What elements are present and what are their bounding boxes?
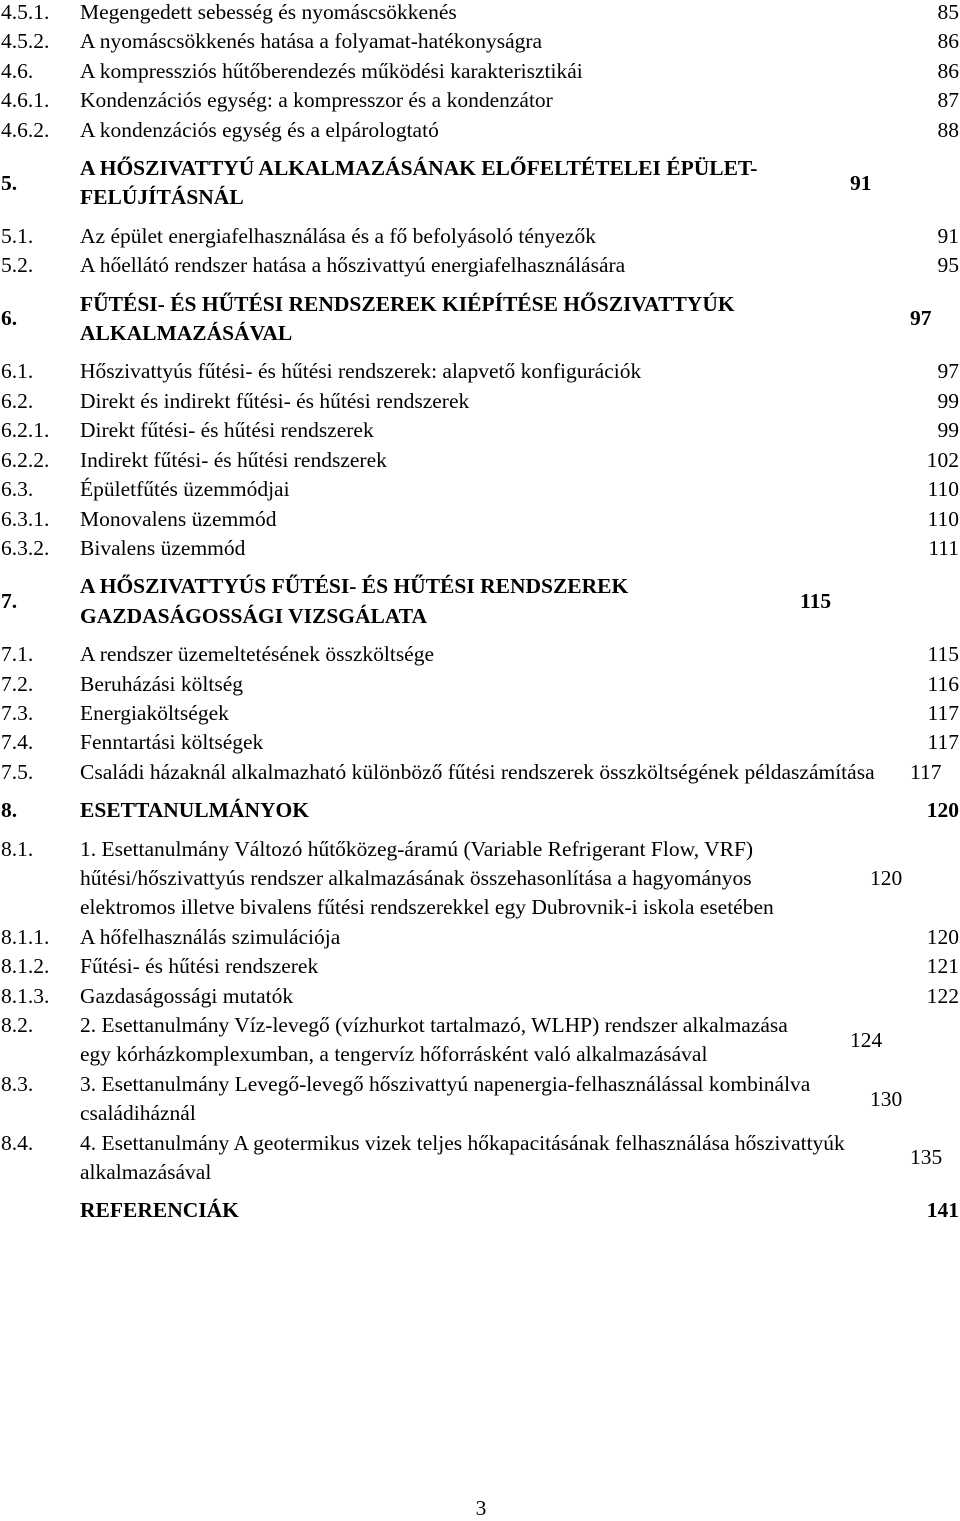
toc-entry-6-3-1[interactable] xyxy=(0,505,960,534)
toc-entry-number: 5.2. xyxy=(1,253,34,278)
toc-entry-title: Indirekt fűtési- és hűtési rendszerek xyxy=(80,447,387,472)
toc-entry-number: 6.3. xyxy=(1,477,34,502)
toc-entry-title: Gazdaságossági mutatók xyxy=(80,983,294,1008)
toc-entry-page: 88 xyxy=(937,117,959,142)
toc-entry-title: Kondenzációs egység: a kompresszor és a kondenzátor xyxy=(80,88,553,113)
toc-entry-page: 102 xyxy=(926,447,959,472)
toc-entry-8-1-3[interactable] xyxy=(0,982,960,1011)
toc-entry-title: A kondenzációs egység és a elpárologtató xyxy=(80,117,439,142)
toc-entry-title: Bivalens üzemmód xyxy=(80,535,246,560)
toc-entry-number: 5.1. xyxy=(1,223,34,248)
toc-entry-page: 99 xyxy=(937,388,959,413)
toc-entry-title: Energiaköltségek xyxy=(80,700,229,725)
toc-references[interactable] xyxy=(0,1196,960,1225)
toc-entry-page: 111 xyxy=(928,535,959,560)
toc-entry-6-2-1[interactable] xyxy=(0,416,960,445)
toc-entry-8-1-1[interactable] xyxy=(0,923,960,952)
toc-entry-number: 6.3.1. xyxy=(1,506,50,531)
toc-entry-8-4[interactable] xyxy=(0,1129,960,1188)
toc-entry-page: 120 xyxy=(870,865,903,890)
toc-entry-title: A hőellátó rendszer hatása a hőszivattyú energiafelhasználására xyxy=(80,253,626,278)
toc-chapter-7[interactable] xyxy=(0,572,960,631)
toc-entry-number: 4.5.2. xyxy=(1,29,50,54)
toc-entry-title: 1. Esettanulmány Változó hűtőközeg-áramú (Variable Refrigerant Flow, VRF) hűtési/hőszivattyús rendszer alkalmazásának összehasonlítása a hagyományos elektromos illetve bivalens fűtési rendszerekkel egy Dubrovnik-i iskola esetében xyxy=(80,836,774,920)
toc-entry-page: 117 xyxy=(927,730,959,755)
toc-entry-page: 97 xyxy=(937,359,959,384)
toc-entry-number: 8. xyxy=(1,798,18,823)
toc-entry-title: 2. Esettanulmány Víz-levegő (vízhurkot tartalmazó, WLHP) rendszer alkalmazása egy kórházkomplexumban, a tengervíz hőforrásként való alkalmazásával xyxy=(80,1013,788,1067)
toc-entry-title: Monovalens üzemmód xyxy=(80,506,277,531)
toc-entry-7-2[interactable] xyxy=(0,670,960,699)
toc-entry-number: 8.2. xyxy=(1,1013,34,1037)
toc-entry-7-5[interactable] xyxy=(0,758,960,787)
toc-entry-page: 120 xyxy=(926,924,959,949)
toc-entry-number: 7.3. xyxy=(1,700,34,725)
toc-entry-number: 7.2. xyxy=(1,671,34,696)
toc-entry-number: 6.2.2. xyxy=(1,447,50,472)
toc-entry-title: Megengedett sebesség és nyomáscsökkenés xyxy=(80,0,457,24)
toc-entry-number: 6.3.2. xyxy=(1,535,50,560)
toc-entry-title: Hőszivattyús fűtési- és hűtési rendszerek: alapvető konfigurációk xyxy=(80,359,642,384)
toc-entry-number: 4.6.1. xyxy=(1,88,50,113)
toc-chapter-8[interactable] xyxy=(0,796,960,825)
toc-chapter-6[interactable] xyxy=(0,290,960,349)
toc-entry-page: 117 xyxy=(910,759,942,784)
page-number: 3 xyxy=(475,1496,487,1520)
toc-entry-page: 141 xyxy=(926,1198,959,1223)
toc-entry-8-3[interactable] xyxy=(0,1070,960,1129)
toc-entry-7-3[interactable] xyxy=(0,699,960,728)
toc-entry-title: A nyomáscsökkenés hatása a folyamat-hatékonyságra xyxy=(80,29,543,54)
toc-entry-6-3[interactable] xyxy=(0,475,960,504)
toc-entry-page: 85 xyxy=(937,0,959,24)
page-footer xyxy=(0,1495,960,1521)
toc-entry-4-6-1[interactable] xyxy=(0,86,960,115)
toc-entry-number: 6.1. xyxy=(1,359,34,384)
toc-entry-5-1[interactable] xyxy=(0,222,960,251)
toc-entry-page: 117 xyxy=(927,700,959,725)
toc-entry-number: 5. xyxy=(1,170,18,195)
toc-entry-title: A HŐSZIVATTYÚS FŰTÉSI- ÉS HŰTÉSI RENDSZEREK GAZDASÁGOSSÁGI VIZSGÁLATA xyxy=(80,574,629,628)
toc-entry-title: Fenntartási költségek xyxy=(80,730,264,755)
toc-entry-4-6[interactable] xyxy=(0,57,960,86)
toc-entry-number: 4.6. xyxy=(1,58,34,83)
toc-entry-number: 8.1.2. xyxy=(1,954,50,979)
toc-entry-page: 115 xyxy=(800,589,832,614)
toc-entry-page: 91 xyxy=(850,170,872,195)
toc-entry-number: 8.1. xyxy=(1,836,34,861)
toc-entry-4-5-2[interactable] xyxy=(0,27,960,56)
toc-entry-title: A HŐSZIVATTYÚ ALKALMAZÁSÁNAK ELŐFELTÉTELEI ÉPÜLET-FELÚJÍTÁSNÁL xyxy=(80,156,758,210)
toc-entry-page: 135 xyxy=(910,1145,943,1170)
toc-entry-7-1[interactable] xyxy=(0,640,960,669)
toc-entry-page: 91 xyxy=(937,223,959,248)
toc-entry-page: 115 xyxy=(927,642,959,667)
toc-entry-title: Fűtési- és hűtési rendszerek xyxy=(80,954,319,979)
toc-entry-7-4[interactable] xyxy=(0,728,960,757)
toc-entry-5-2[interactable] xyxy=(0,251,960,280)
toc-entry-number: 7.4. xyxy=(1,730,34,755)
toc-entry-page: 110 xyxy=(927,477,959,502)
toc-entry-page: 99 xyxy=(937,418,959,443)
toc-entry-number: 8.1.3. xyxy=(1,983,50,1008)
toc-entry-title: Direkt és indirekt fűtési- és hűtési rendszerek xyxy=(80,388,470,413)
toc-entry-title: Épületfűtés üzemmódjai xyxy=(80,477,290,502)
toc-entry-number: 8.1.1. xyxy=(1,924,50,949)
toc-entry-page: 97 xyxy=(910,306,932,331)
toc-entry-number: 7. xyxy=(1,589,18,614)
toc-entry-page: 110 xyxy=(927,506,959,531)
toc-entry-page: 86 xyxy=(937,29,959,54)
toc-entry-number: 4.6.2. xyxy=(1,117,50,142)
toc-entry-title: 4. Esettanulmány A geotermikus vizek teljes hőkapacitásának felhasználása hőszivattyúk alkalmazásával xyxy=(80,1130,845,1185)
toc-entry-title: Beruházási költség xyxy=(80,671,243,696)
toc-entry-title: A kompressziós hűtőberendezés működési karakterisztikái xyxy=(80,58,583,83)
toc-entry-page: 86 xyxy=(937,58,959,83)
toc-entry-page: 116 xyxy=(927,671,959,696)
toc-entry-number: 7.1. xyxy=(1,642,34,667)
toc-entry-6-2-2[interactable] xyxy=(0,446,960,475)
toc-entry-page: 87 xyxy=(937,88,959,113)
toc-entry-8-1[interactable] xyxy=(0,835,960,923)
toc-entry-6-3-2[interactable] xyxy=(0,534,960,563)
toc-entry-page: 121 xyxy=(926,954,959,979)
toc-entry-number: 6.2. xyxy=(1,388,34,413)
toc-entry-title: Direkt fűtési- és hűtési rendszerek xyxy=(80,418,374,443)
toc-entry-title: Az épület energiafelhasználása és a fő befolyásoló tényezők xyxy=(80,223,596,248)
toc-entry-4-6-2[interactable] xyxy=(0,116,960,145)
toc-entry-title: A hőfelhasználás szimulációja xyxy=(80,924,341,949)
toc-entry-title: REFERENCIÁK xyxy=(80,1198,239,1223)
toc-entry-page: 95 xyxy=(937,253,959,278)
toc-entry-title: ESETTANULMÁNYOK xyxy=(80,798,309,823)
toc-entry-8-2[interactable] xyxy=(0,1011,960,1070)
toc-entry-title: A rendszer üzemeltetésének összköltsége xyxy=(80,642,435,667)
toc-entry-title: FŰTÉSI- ÉS HŰTÉSI RENDSZEREK KIÉPÍTÉSE HŐSZIVATTYÚK ALKALMAZÁSÁVAL xyxy=(80,291,735,346)
toc-entry-8-1-2[interactable] xyxy=(0,952,960,981)
toc-entry-page: 120 xyxy=(926,798,959,823)
toc-entry-4-5-1[interactable] xyxy=(0,0,960,27)
toc-entry-title: Családi házaknál alkalmazható különböző fűtési rendszerek összköltségének példaszámítása xyxy=(80,759,875,784)
toc-entry-page: 130 xyxy=(870,1086,903,1111)
toc-entry-number: 4.5.1. xyxy=(1,0,50,24)
toc-entry-number: 8.4. xyxy=(1,1130,34,1155)
toc-entry-title: 3. Esettanulmány Levegő-levegő hőszivattyú napenergia-felhasználással kombinálva családiháznál xyxy=(80,1071,811,1126)
toc-entry-number: 7.5. xyxy=(1,759,34,784)
toc-entry-6-1[interactable] xyxy=(0,357,960,386)
toc-entry-page: 124 xyxy=(850,1027,883,1052)
toc-entry-6-2[interactable] xyxy=(0,387,960,416)
toc-chapter-5[interactable] xyxy=(0,154,960,213)
toc-entry-number: 6.2.1. xyxy=(1,418,50,443)
toc-entry-number: 8.3. xyxy=(1,1071,34,1096)
toc-entry-page: 122 xyxy=(926,983,959,1008)
toc-entry-number: 6. xyxy=(1,306,18,331)
